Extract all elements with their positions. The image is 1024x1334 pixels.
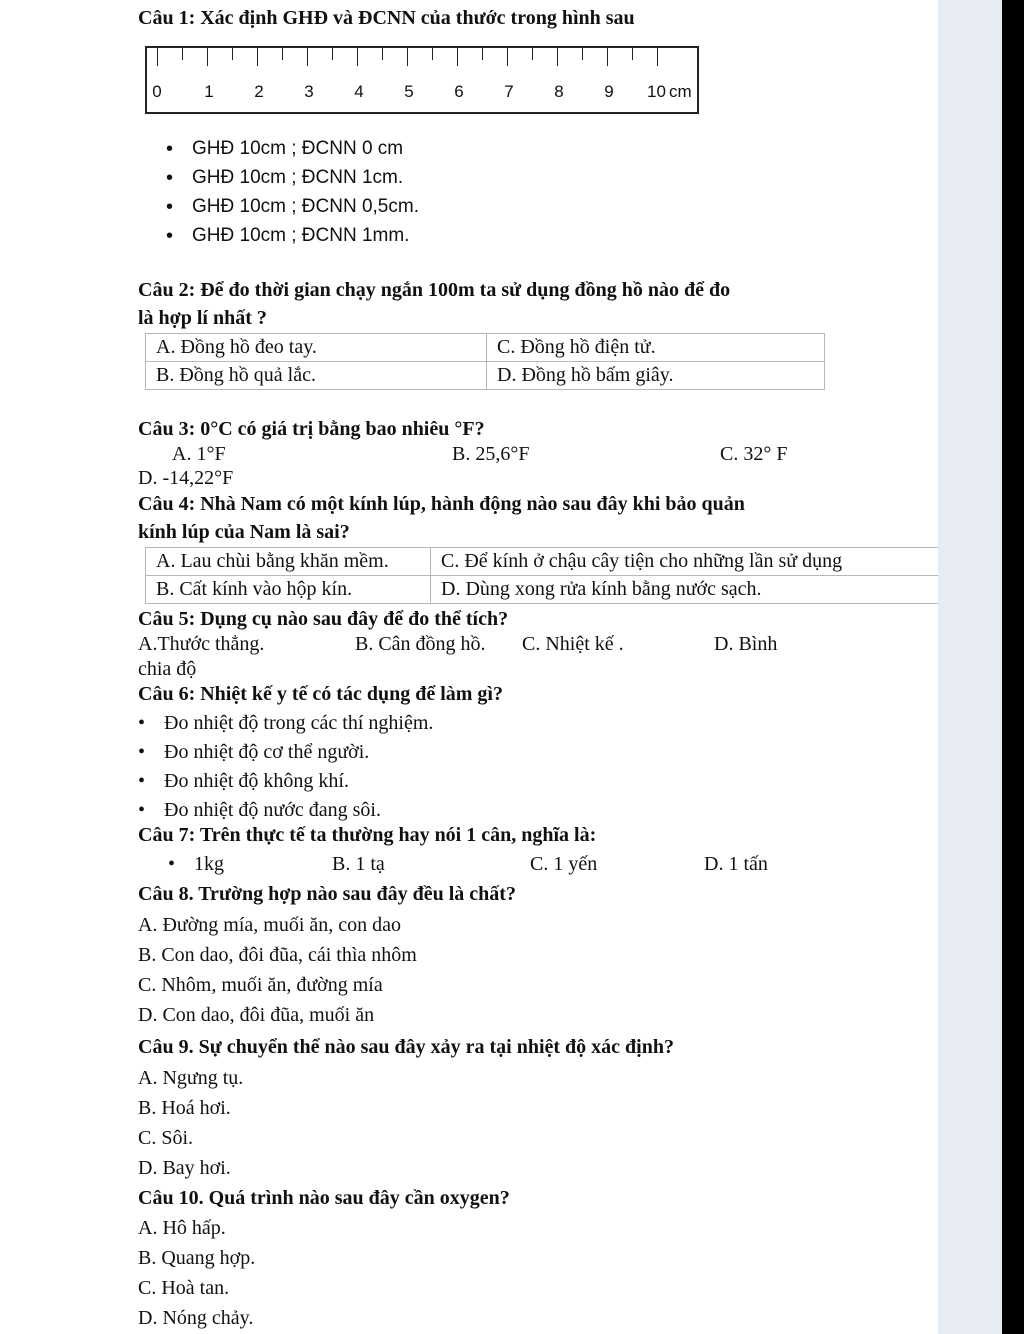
ruler-major-tick — [307, 48, 308, 66]
q4-options-table — [145, 547, 939, 604]
q9-option-b: B. Hoá hơi. — [138, 1097, 231, 1119]
ruler-minor-tick — [532, 48, 533, 60]
q1-title: Câu 1: Xác định GHĐ và ĐCNN của thước trong hình sau — [138, 7, 635, 29]
q4-title-line2: kính lúp của Nam là sai? — [138, 521, 350, 543]
ruler-label-8: 8 — [554, 82, 564, 101]
ruler-major-tick — [507, 48, 508, 66]
ruler-major-tick — [257, 48, 258, 66]
q10-option-c: C. Hoà tan. — [138, 1277, 230, 1299]
q6-option-2: • Đo nhiệt độ cơ thể người. — [164, 740, 369, 764]
q4-title-line1: Câu 4: Nhà Nam có một kính lúp, hành động nào sau đây khi bảo quản — [138, 493, 745, 515]
ruler-label-0: 0 — [152, 82, 162, 101]
ruler-label-3: 3 — [304, 82, 314, 101]
q4-option-b: B. Cất kính vào hộp kín. — [146, 576, 431, 604]
q2-title-line1: Câu 2: Để đo thời gian chạy ngắn 100m ta sử dụng đồng hồ nào để đo — [138, 279, 731, 301]
ruler-minor-tick — [482, 48, 483, 60]
ruler-label-10: 10 — [647, 82, 666, 101]
q7-option-d: D. 1 tấn — [704, 853, 768, 875]
q3-option-b: B. 25,6°F — [452, 443, 530, 465]
q8-option-d: D. Con dao, đôi đũa, muối ăn — [138, 1004, 375, 1026]
q6-option-4: • Đo nhiệt độ nước đang sôi. — [164, 798, 381, 822]
q1-option-1: • GHĐ 10cm ; ĐCNN 0 cm — [192, 137, 403, 161]
ruler-label-7: 7 — [504, 82, 514, 101]
q3-option-d: D. -14,22°F — [138, 467, 234, 489]
q9-option-c: C. Sôi. — [138, 1127, 194, 1149]
q8-title: Câu 8. Trường hợp nào sau đây đều là chất? — [138, 883, 516, 905]
ruler-label-9: 9 — [604, 82, 614, 101]
ruler-major-tick — [607, 48, 608, 66]
q10-option-a: A. Hô hấp. — [138, 1217, 226, 1239]
q7-title: Câu 7: Trên thực tế ta thường hay nói 1 cân, nghĩa là: — [138, 824, 597, 846]
q5-option-d-continued: chia độ — [138, 658, 197, 680]
q9-title: Câu 9. Sự chuyển thể nào sau đây xảy ra tại nhiệt độ xác định? — [138, 1036, 674, 1058]
ruler-minor-tick — [182, 48, 183, 60]
ruler-label-2: 2 — [254, 82, 264, 101]
ruler-minor-tick — [282, 48, 283, 60]
q5-option-b: B. Cân đồng hồ. — [355, 633, 486, 655]
ruler-label-5: 5 — [404, 82, 414, 101]
ruler-minor-tick — [582, 48, 583, 60]
ruler-minor-tick — [432, 48, 433, 60]
q10-option-b: B. Quang hợp. — [138, 1247, 256, 1269]
ruler-label-6: 6 — [454, 82, 464, 101]
q5-title: Câu 5: Dụng cụ nào sau đây để đo thể tích? — [138, 608, 509, 630]
q8-option-c: C. Nhôm, muối ăn, đường mía — [138, 974, 383, 996]
q7-option-c: C. 1 yến — [530, 853, 598, 875]
q2-option-a: A. Đồng hồ đeo tay. — [146, 334, 487, 362]
ruler-major-tick — [657, 48, 658, 66]
q6-title: Câu 6: Nhiệt kế y tế có tác dụng để làm gì? — [138, 683, 503, 705]
q4-option-d: D. Dùng xong rửa kính bằng nước sạch. — [431, 576, 939, 604]
q7-option-a: • 1kg — [194, 852, 224, 876]
q6-option-1: • Đo nhiệt độ trong các thí nghiệm. — [164, 711, 433, 735]
q1-option-4: • GHĐ 10cm ; ĐCNN 1mm. — [192, 224, 409, 248]
q8-option-b: B. Con dao, đôi đũa, cái thìa nhôm — [138, 944, 417, 966]
window-side-panel — [938, 0, 1002, 1334]
q4-option-c: C. Để kính ở chậu cây tiện cho những lần sử dụng — [431, 548, 939, 576]
ruler-label-1: 1 — [204, 82, 214, 101]
ruler-minor-tick — [232, 48, 233, 60]
ruler-minor-tick — [632, 48, 633, 60]
q2-option-c: C. Đồng hồ điện tử. — [487, 334, 825, 362]
ruler-minor-tick — [332, 48, 333, 60]
q5-option-d: D. Bình — [714, 633, 778, 655]
q2-title-line2: là hợp lí nhất ? — [138, 307, 267, 329]
ruler-label-4: 4 — [354, 82, 364, 101]
q9-option-d: D. Bay hơi. — [138, 1157, 231, 1179]
q4-option-a: A. Lau chùi bằng khăn mềm. — [146, 548, 431, 576]
q2-options-table — [145, 333, 825, 390]
q2-option-b: B. Đồng hồ quả lắc. — [146, 362, 487, 390]
q1-option-3: • GHĐ 10cm ; ĐCNN 0,5cm. — [192, 195, 419, 219]
q1-option-2: • GHĐ 10cm ; ĐCNN 1cm. — [192, 166, 403, 190]
q7-option-b: B. 1 tạ — [332, 853, 385, 875]
ruler-figure — [145, 46, 699, 114]
q6-option-3: • Đo nhiệt độ không khí. — [164, 769, 349, 793]
q3-option-c: C. 32° F — [720, 443, 788, 465]
q3-option-a: A. 1°F — [172, 443, 226, 465]
ruler-minor-tick — [382, 48, 383, 60]
screen-edge — [1002, 0, 1024, 1334]
ruler-major-tick — [157, 48, 158, 66]
ruler-major-tick — [207, 48, 208, 66]
q3-title: Câu 3: 0°C có giá trị bằng bao nhiêu °F? — [138, 418, 485, 440]
q2-option-d: D. Đồng hồ bấm giây. — [487, 362, 825, 390]
q8-option-a: A. Đường mía, muối ăn, con dao — [138, 914, 402, 936]
q10-title: Câu 10. Quá trình nào sau đây cần oxygen? — [138, 1187, 510, 1209]
ruler-major-tick — [357, 48, 358, 66]
q5-option-a: A.Thước thẳng. — [138, 633, 265, 655]
ruler-unit: cm — [669, 82, 692, 101]
q10-option-d: D. Nóng chảy. — [138, 1307, 254, 1329]
ruler-major-tick — [457, 48, 458, 66]
q9-option-a: A. Ngưng tụ. — [138, 1067, 244, 1089]
ruler-major-tick — [557, 48, 558, 66]
ruler-major-tick — [407, 48, 408, 66]
q5-option-c: C. Nhiệt kế . — [522, 633, 624, 655]
